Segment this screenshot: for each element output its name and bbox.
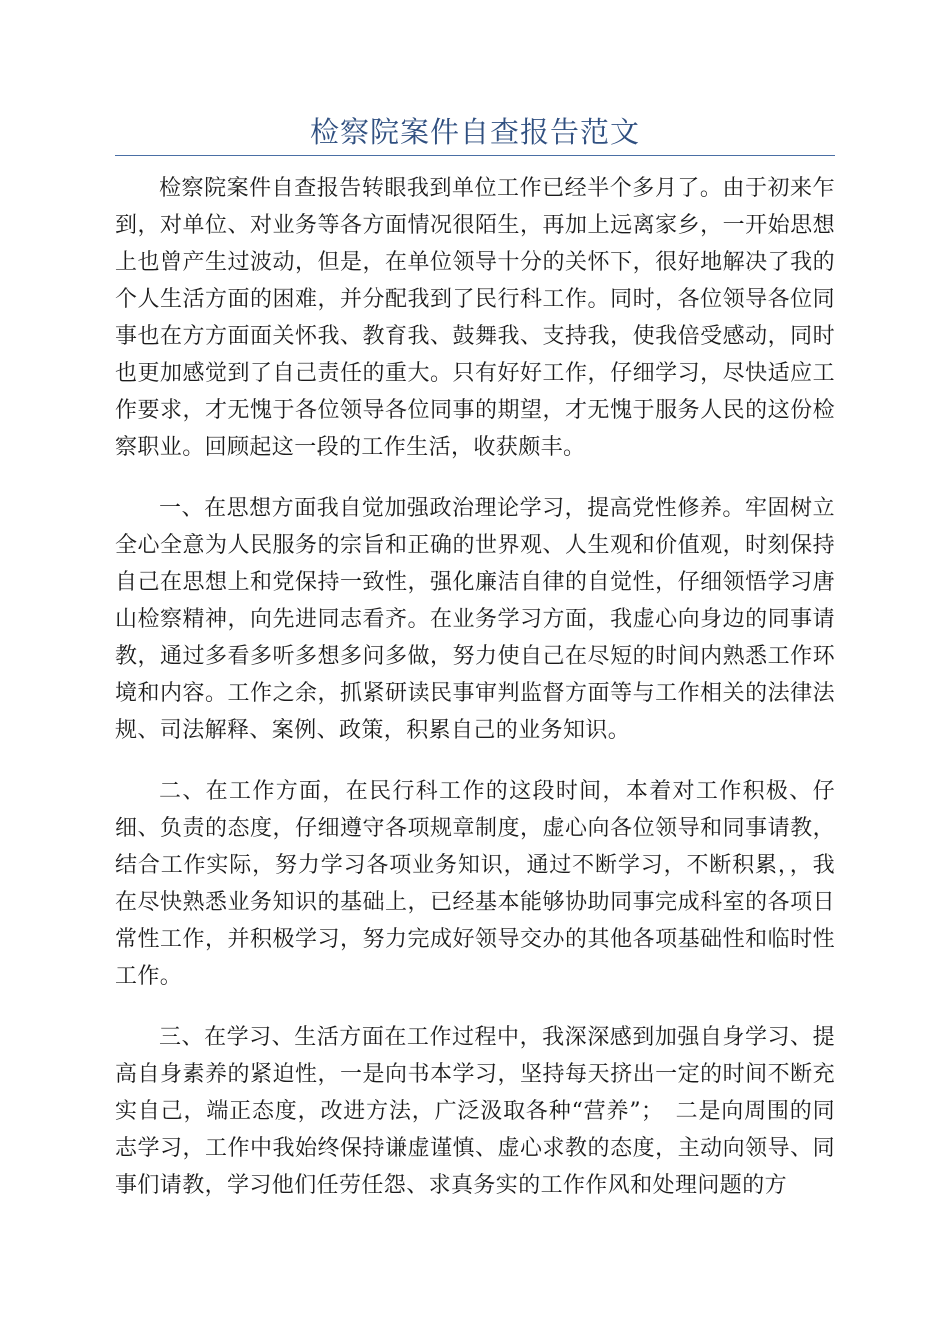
paragraph-study-life: 三、在学习、生活方面在工作过程中，我深深感到加强自身学习、提高自身素养的紧迫性，一是向书本学习，坚持每天挤出一定的时间不断充实自己，端正态度，改进方法，广泛汲取各种“营养”； 二是向周围的同志学习，工作中我始终保持谦虚谨慎、虚心求教的态度，主动向领导、同事们请教，学习他们任劳任怨、求真务实的工作作风和处理问题的方 [115, 1025, 835, 1198]
paragraph-thought: 一、在思想方面我自觉加强政治理论学习，提高党性修养。牢固树立全心全意为人民服务的宗旨和正确的世界观、人生观和价值观，时刻保持自己在思想上和党保持一致性，强化廉洁自律的自觉性，仔细领悟学习唐山检察精神，向先进同志看齐。在业务学习方面，我虚心向身边的同事请教，通过多看多听多想多问多做，努力使自己在尽短的时间内熟悉工作环境和内容。工作之余，抓紧研读民事审判监督方面等与工作相关的法律法规、司法解释、案例、政策，积累自己的业务知识。 [115, 496, 835, 743]
document-title: 检察院案件自查报告范文 [309, 115, 640, 149]
paragraph-work: 二、在工作方面，在民行科工作的这段时间，本着对工作积极、仔细、负责的态度，仔细遵守各项规章制度，虚心向各位领导和同事请教，结合工作实际，努力学习各项业务知识，通过不断学习，不断积累，，我在尽快熟悉业务知识的基础上，已经基本能够协助同事完成科室的各项日常性工作，并积极学习，努力完成好领导交办的其他各项基础性和临时性工作。 [115, 779, 835, 989]
paragraph-intro: 检察院案件自查报告转眼我到单位工作已经半个多月了。由于初来乍到，对单位、对业务等各方面情况很陌生，再加上远离家乡，一开始思想上也曾产生过波动，但是，在单位领导十分的关怀下，很好地解决了我的个人生活方面的困难，并分配我到了民行科工作。同时，各位领导各位同事也在方方面面关怀我、教育我、鼓舞我、支持我，使我倍受感动，同时也更加感觉到了自己责任的重大。只有好好工作，仔细学习，尽快适应工作要求，才无愧于各位领导各位同事的期望，才无愧于服务人民的这份检察职业。回顾起这一段的工作生活，收获颇丰。 [115, 176, 835, 460]
document-body [115, 170, 835, 1228]
title-underline [115, 155, 835, 156]
